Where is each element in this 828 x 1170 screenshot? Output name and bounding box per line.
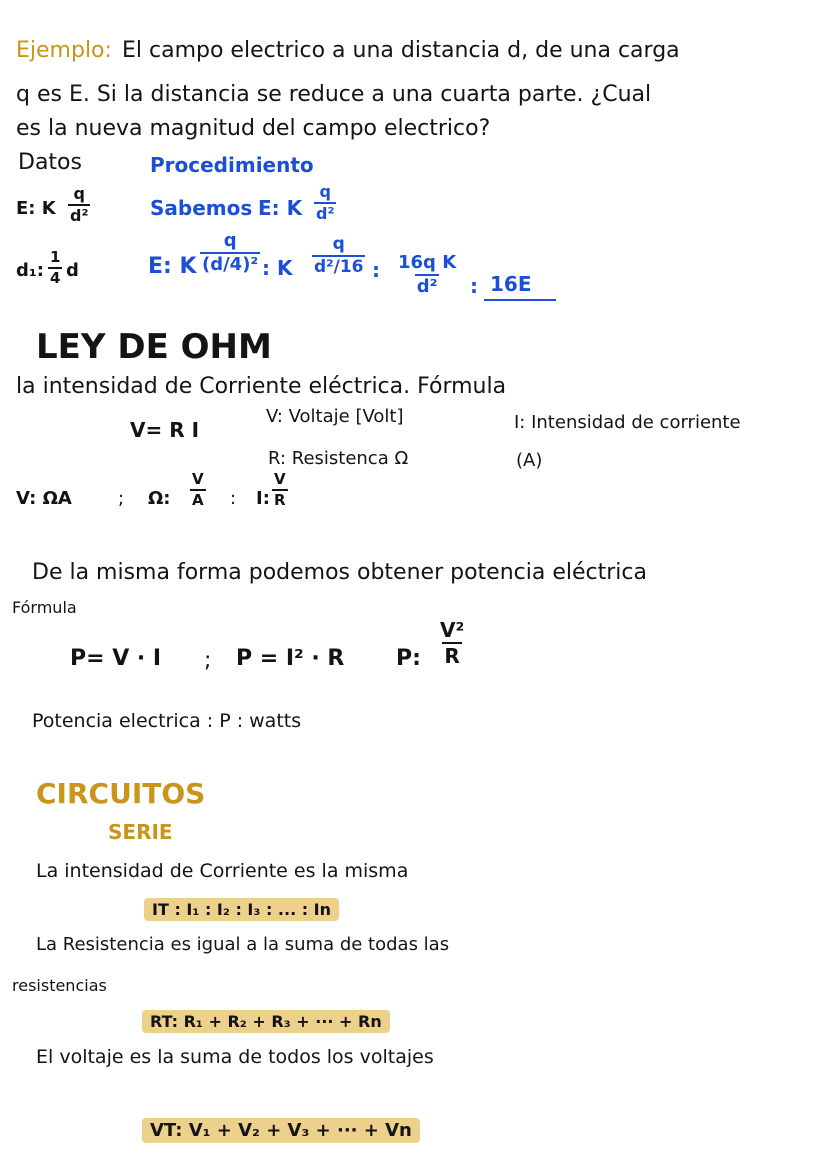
result-underline xyxy=(484,299,556,301)
ohm-derived-3-num: V xyxy=(274,470,286,488)
example-label: Ejemplo: xyxy=(16,38,112,63)
procedimiento-label: Procedimiento xyxy=(150,153,314,177)
step-fraction-2 xyxy=(312,236,365,276)
sabemos-num: q xyxy=(319,182,331,201)
series-voltage-formula: VT: V₁ + V₂ + V₃ + ··· + Vn xyxy=(142,1118,420,1143)
step-eq-2: : K xyxy=(262,256,293,280)
ohm-derived-2-lhs: Ω: xyxy=(148,488,171,509)
datos-d1-lhs: d₁: xyxy=(16,260,44,281)
sabemos-label: Sabemos xyxy=(150,196,253,220)
step2-num: q xyxy=(332,234,345,254)
power-formula-1: P= V · I xyxy=(70,646,162,671)
ohm-derived-sep-1: ; xyxy=(118,488,125,509)
ohm-title: LEY DE OHM xyxy=(36,327,272,367)
datos-label: Datos xyxy=(18,150,82,175)
ohm-v-def: V: Voltaje [Volt] xyxy=(266,406,404,427)
series-voltage-text: El voltaje es la suma de todos los voltajes xyxy=(36,1046,434,1068)
step3-num: 16q K xyxy=(398,252,457,273)
series-resistance-formula: RT: R₁ + R₂ + R₃ + ··· + Rn xyxy=(142,1010,390,1033)
step-eq-3: : xyxy=(372,258,380,282)
datos-e-lhs: E: K xyxy=(16,198,56,219)
circuits-title: CIRCUITOS xyxy=(36,777,206,810)
datos-e-fraction xyxy=(68,186,90,224)
ohm-derived-1: V: ΩA xyxy=(16,488,72,509)
sabemos-den: d² xyxy=(316,204,335,223)
series-label: SERIE xyxy=(108,820,173,844)
datos-d1-den: 4 xyxy=(50,269,61,287)
ohm-r-def: R: Resistenca Ω xyxy=(268,448,409,469)
power-formula-3-num: V² xyxy=(440,618,465,642)
power-formula-label: Fórmula xyxy=(12,598,77,617)
ohm-i-def: I: Intensidad de corriente xyxy=(514,412,741,433)
datos-e-num: q xyxy=(73,184,85,203)
sabemos-fraction xyxy=(314,184,336,222)
step-den: (d/4)² xyxy=(202,254,259,275)
series-current-text: La intensidad de Corriente es la misma xyxy=(36,860,409,882)
ohm-derived-sep-2: : xyxy=(230,488,237,509)
step-lhs: E: K xyxy=(148,254,197,279)
example-line-2: q es E. Si la distancia se reduce a una cuarta parte. ¿Cual xyxy=(16,82,652,107)
datos-e-den: d² xyxy=(70,206,89,225)
power-formula-3-den: R xyxy=(444,644,460,668)
datos-d1-fraction xyxy=(48,250,62,286)
step-eq-4: : xyxy=(470,274,478,298)
example-line-3: es la nueva magnitud del campo electrico? xyxy=(16,116,491,141)
ohm-derived-3-lhs: I: xyxy=(256,488,270,509)
ohm-formula: V= R I xyxy=(130,418,200,442)
ohm-derived-2-num: V xyxy=(192,470,204,488)
step3-den: d² xyxy=(416,276,438,297)
power-formula-3-fraction xyxy=(438,620,466,666)
power-formula-3-lhs: P: xyxy=(396,646,421,671)
power-formula-2: P = I² · R xyxy=(236,646,345,671)
series-resistance-text-1: La Resistencia es igual a la suma de todas las xyxy=(36,934,450,955)
ohm-description: la intensidad de Corriente eléctrica. Fórmula xyxy=(16,374,507,399)
series-current-formula: IT : I₁ : I₂ : I₃ : ... : In xyxy=(144,898,339,921)
power-intro: De la misma forma podemos obtener potencia eléctrica xyxy=(32,560,647,585)
ohm-derived-3-fraction xyxy=(272,472,288,508)
ohm-derived-2-den: A xyxy=(192,491,204,509)
ohm-derived-2-fraction xyxy=(190,472,206,508)
ohm-derived-3-den: R xyxy=(274,491,286,509)
power-sep: ; xyxy=(204,648,212,673)
datos-d1-num: 1 xyxy=(50,248,61,266)
step-fraction-3 xyxy=(396,254,458,296)
example-line-1: El campo electrico a una distancia d, de una carga xyxy=(122,38,680,63)
result-value: 16E xyxy=(490,272,532,296)
step-num: q xyxy=(223,230,237,251)
datos-d1-rhs: d xyxy=(66,260,79,281)
step-fraction-1 xyxy=(200,232,260,274)
power-unit-line: Potencia electrica : P : watts xyxy=(32,710,302,732)
sabemos-lhs: E: K xyxy=(258,196,303,220)
step2-den: d²/16 xyxy=(314,257,364,277)
series-resistance-text-2: resistencias xyxy=(12,976,107,995)
ohm-i-unit: (A) xyxy=(516,450,543,471)
